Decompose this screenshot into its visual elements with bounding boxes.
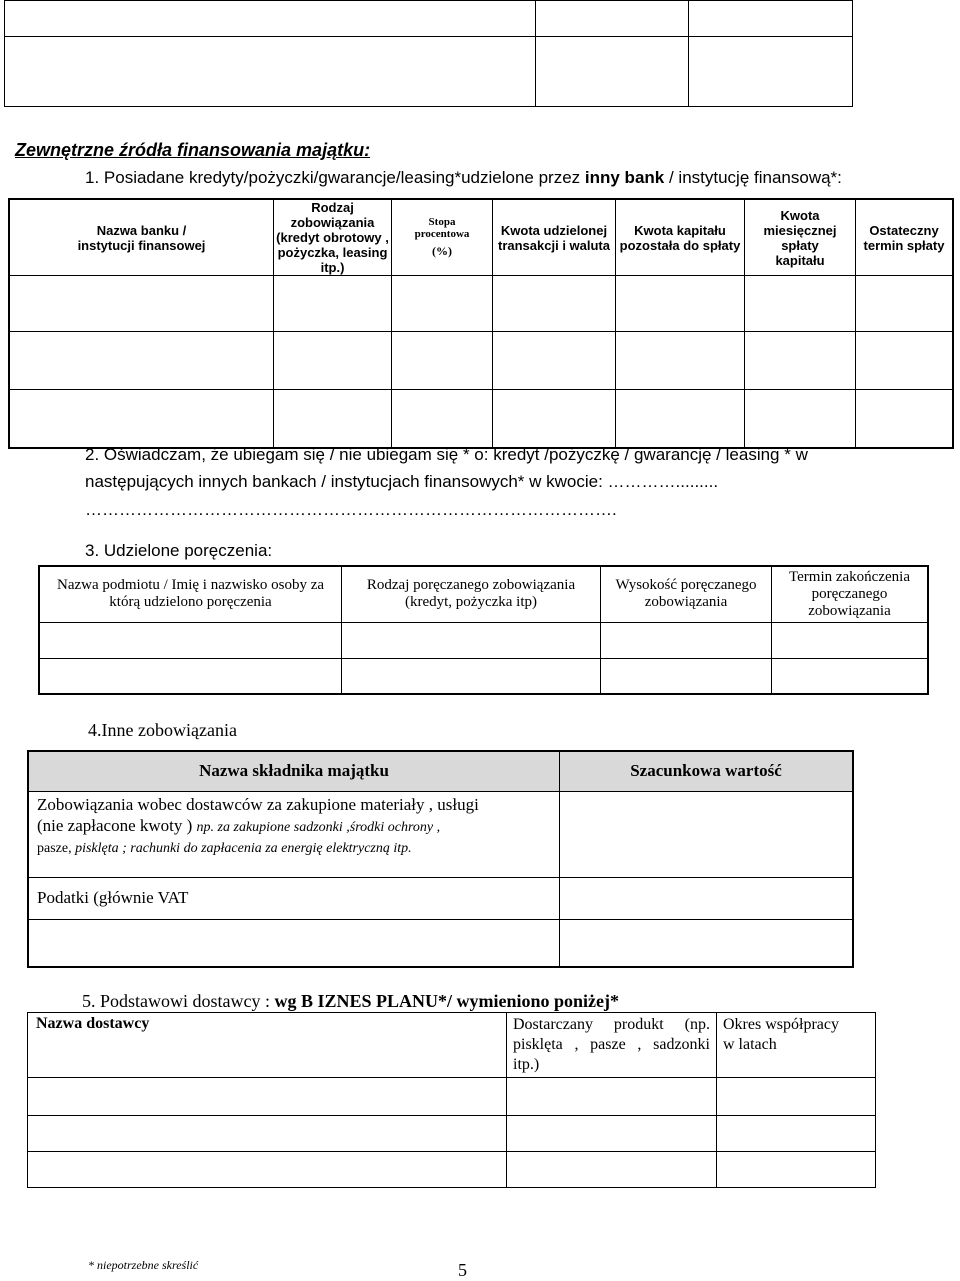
- header-guarantee-type: Rodzaj poręczanego zobowiązania (kredyt, pożyczka itp): [342, 566, 601, 622]
- section4-title: 4.Inne zobowiązania: [88, 720, 237, 740]
- table-row: [9, 390, 953, 448]
- section2-line2: następujących innych bankach / instytucjach finansowych* w kwocie: ………….........: [85, 472, 719, 491]
- top-table: [4, 0, 853, 107]
- header-bank-name: Nazwa banku / instytucji finansowej: [9, 199, 274, 276]
- table-row: [28, 1078, 876, 1116]
- header-estimated-value: Szacunkowa wartość: [560, 751, 854, 791]
- taxes-value[interactable]: [560, 877, 854, 919]
- section1-title-bold: inny bank: [584, 168, 665, 187]
- table-row: [28, 1152, 876, 1188]
- table-row: [39, 622, 928, 658]
- supplier-liabilities-cell: [28, 791, 560, 877]
- section1-title-part1: 1. Posiadane kredyty/pożyczki/gwarancje/leasing*udzielone przez: [85, 168, 585, 187]
- table-row: [39, 658, 928, 694]
- supplier-liabilities-line2: (nie zapłacone kwoty ) np. za zakupione sadzonki ,środki ochrony ,: [37, 815, 441, 835]
- section5-title-prefix: 5. Podstawowi dostawcy :: [82, 991, 275, 1011]
- header-supplied-product: Dostarczany produkt (np. pisklęta , pasze , sadzonki itp.): [507, 1013, 717, 1078]
- section5-title-bold: wg B IZNES PLANU*/ wymieniono poniżej*: [274, 991, 620, 1011]
- table-row: [28, 1116, 876, 1152]
- taxes-cell: Podatki (głównie VAT: [28, 877, 560, 919]
- supplier-liabilities-line3: pasze, pisklęta ; rachunki do zapłacenia za energię elektryczną itp.: [37, 840, 412, 856]
- header-guarantee-amount: Wysokość poręczanego zobowiązania: [601, 566, 772, 622]
- loans-table: [8, 198, 954, 449]
- supplier-liabilities-value[interactable]: [560, 791, 854, 877]
- header-guarantee-end: Termin zakończenia poręczanego zobowiązania: [772, 566, 929, 622]
- supplier-liabilities-line1: Zobowiązania wobec dostawców za zakupione materiały , usługi: [37, 794, 479, 814]
- header-final-date: Ostateczny termin spłaty: [856, 199, 954, 276]
- header-capital-remaining: Kwota kapitału pozostała do spłaty: [616, 199, 745, 276]
- suppliers-table: [27, 1012, 876, 1188]
- table-row: [9, 276, 953, 332]
- page-number: 5: [458, 1260, 467, 1280]
- section1-title: [85, 168, 842, 188]
- page-title: Zewnętrzne źródła finansowania majątku:: [15, 140, 371, 160]
- other-liabilities-table: [27, 750, 854, 968]
- section2-line1: 2. Oświadczam, że ubiegam się / nie ubiegam się * o: kredyt /pożyczkę / gwarancję / leasing * w: [85, 445, 808, 464]
- section3-title: 3. Udzielone poręczenia:: [85, 541, 273, 560]
- footnote: * niepotrzebne skreślić: [88, 1258, 199, 1272]
- section5-title: [82, 991, 619, 1012]
- table-row: [9, 332, 953, 390]
- header-guarantee-entity: Nazwa podmiotu / Imię i nazwisko osoby za którą udzielono poręczenia: [39, 566, 342, 622]
- section1-title-part2: / instytucję finansową*:: [664, 168, 842, 187]
- header-liability-type: Rodzaj zobowiązania (kredyt obrotowy , pożyczka, leasing itp.): [274, 199, 392, 276]
- header-asset-name: Nazwa składnika majątku: [28, 751, 560, 791]
- header-interest-rate: Stopa procentowa (%): [392, 199, 493, 276]
- header-amount-granted: Kwota udzielonej transakcji i waluta: [493, 199, 616, 276]
- guarantees-table: [38, 565, 929, 695]
- section2-line3: ………………………………………………………………………………….: [85, 500, 617, 519]
- header-monthly-repayment: Kwota miesięcznej spłaty kapitału: [745, 199, 856, 276]
- header-supplier-name: Nazwa dostawcy: [28, 1013, 507, 1078]
- header-cooperation-period: Okres współpracy w latach: [717, 1013, 876, 1078]
